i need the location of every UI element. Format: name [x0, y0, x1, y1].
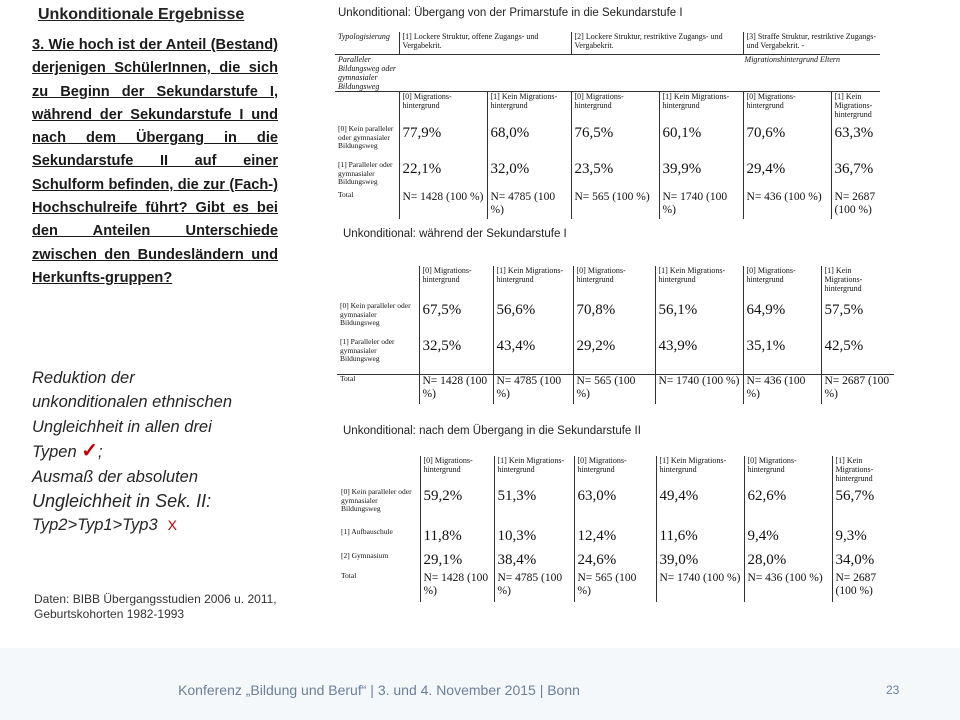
col-header: [0] Migrations-hintergrund [574, 456, 656, 488]
checkmark-icon: ✓ [81, 440, 98, 463]
total-cell: N= 4785 (100 %) [487, 191, 571, 219]
total-cell: N= 1740 (100 %) [659, 191, 743, 219]
total-cell: N= 2687 (100 %) [832, 572, 902, 602]
table-cell: 28,0% [744, 552, 832, 572]
table-cell: 9,3% [832, 528, 902, 552]
row-group-label: Paralleler Bildungsweg oder gymnasialer Bildungsweg [335, 54, 399, 91]
total-cell: N= 565 (100 %) [571, 191, 659, 219]
total-cell: N= 436 (100 %) [744, 572, 832, 602]
conclusion-line: Reduktion der [32, 369, 135, 387]
total-label: Total [338, 191, 354, 199]
table-cell: 11,8% [420, 528, 494, 552]
data-source-note: Daten: BIBB Übergangsstudien 2006 u. 2011, Geburtskohorten 1982-1993 [34, 592, 277, 621]
total-label: Total [337, 374, 419, 404]
table-cell: 70,8% [573, 302, 655, 338]
total-cell: N= 1740 (100 %) [656, 572, 744, 602]
table-cell: 56,1% [655, 302, 743, 338]
total-cell: N= 1428 (100 %) [420, 572, 494, 602]
col-header: [1] Kein Migrations-hintergrund [487, 91, 571, 125]
table1-title: Unkonditional: Übergang von der Primarstufe in die Sekundarstufe I [338, 7, 683, 19]
table-cell: 49,4% [656, 488, 744, 528]
col-header: [1] Kein Migrations-hintergrund [659, 91, 743, 125]
table-cell: 51,3% [494, 488, 574, 528]
typ2-header: [2] Lockere Struktur, restriktive Zugangs- und Vergabekrit. [571, 32, 743, 54]
row-label: [2] Gymnasium [341, 552, 389, 560]
research-question: 3. Wie hoch ist der Anteil (Bestand) derjenigen SchülerInnen, die sich zu Beginn der Sekundarstufe I, während der Sekundarstufe I und nach dem Übergang in die Sekundarstufe II auf einer Schulform befinden, die zur (Fach-) Hochschulreife führt? Gibt es bei den Anteilen Unterschiede zwischen den Bundesländern und Herkunfts-gruppen? [32, 37, 278, 286]
table-during-sek1 [337, 266, 894, 404]
conclusion-line [32, 439, 282, 464]
table-cell: 35,1% [743, 338, 821, 374]
col-header: [0] Migrations-hintergrund [419, 266, 493, 302]
table-cell: 9,4% [744, 528, 832, 552]
col-header: [0] Migrations-hintergrund [399, 91, 487, 125]
table-cell: 24,6% [574, 552, 656, 572]
table-cell: 63,3% [831, 125, 880, 161]
total-cell: N= 436 (100 %) [743, 374, 821, 404]
table-cell: 34,0% [832, 552, 902, 572]
table-cell: 10,3% [494, 528, 574, 552]
cross-icon: X [167, 517, 177, 534]
conclusion-line-tail: ; [97, 443, 103, 462]
typ1-header: [1] Lockere Struktur, offene Zugangs- und Vergabekrit. [399, 32, 571, 54]
table-cell: 42,5% [821, 338, 894, 374]
conclusion-line: Ungleichheit in allen drei [32, 417, 212, 436]
table-cell: 62,6% [744, 488, 832, 528]
table-cell: 68,0% [487, 125, 571, 161]
table-cell: 67,5% [419, 302, 493, 338]
col-header: [1] Kein Migrations-hintergrund [656, 456, 744, 488]
conclusion-line: unkonditionalen ethnischen [32, 393, 232, 412]
table-cell: 29,2% [573, 338, 655, 374]
table-cell: 56,7% [832, 488, 902, 528]
row-label: [0] Kein paralleler oder gymnasialer Bildungsweg [340, 302, 411, 327]
col-header: [1] Kein Migrations-hintergrund [832, 456, 902, 488]
table3-title: Unkonditional: nach dem Übergang in die Sekundarstufe II [343, 425, 641, 437]
col-header: [0] Migrations-hintergrund [573, 266, 655, 302]
table-after-sek2 [338, 456, 902, 602]
table-cell: 64,9% [743, 302, 821, 338]
typology-label: Typologisierung [335, 32, 399, 54]
total-cell: N= 1428 (100 %) [419, 374, 493, 404]
col-header: [0] Migrations-hintergrund [744, 456, 832, 488]
total-label: Total [341, 572, 357, 580]
table-cell: 29,1% [420, 552, 494, 572]
table-cell: 43,4% [493, 338, 573, 374]
col-header: [1] Kein Migrations-hintergrund [821, 266, 894, 302]
table-cell: 60,1% [659, 125, 743, 161]
table-cell: 59,2% [420, 488, 494, 528]
table-cell: 70,6% [743, 125, 831, 161]
total-cell: N= 2687 (100 %) [831, 191, 880, 219]
table-cell: 38,4% [494, 552, 574, 572]
total-cell: N= 4785 (100 %) [493, 374, 573, 404]
table-cell: 23,5% [571, 161, 659, 191]
total-cell: N= 436 (100 %) [743, 191, 831, 219]
row-label: [0] Kein paralleler oder gymnasialer Bildungsweg [341, 488, 412, 513]
row-label: [1] Paralleler oder gymnasialer Bildungsweg [340, 338, 395, 363]
table-cell: 32,0% [487, 161, 571, 191]
total-cell: N= 565 (100 %) [574, 572, 656, 602]
table-cell: 56,6% [493, 302, 573, 338]
slide-title: Unkonditionale Ergebnisse [38, 6, 245, 23]
conclusion-ranking: Typ2>Typ1>Typ3 [32, 516, 158, 535]
conclusion-text [32, 366, 282, 538]
table-transition-primary [335, 32, 880, 219]
col-header: [0] Migrations-hintergrund [571, 91, 659, 125]
table-cell: 22,1% [399, 161, 487, 191]
table-cell: 36,7% [831, 161, 880, 191]
conclusion-line [32, 513, 282, 537]
table-cell: 76,5% [571, 125, 659, 161]
table-cell: 32,5% [419, 338, 493, 374]
table-cell: 77,9% [399, 125, 487, 161]
table-cell: 63,0% [574, 488, 656, 528]
table-cell: 29,4% [743, 161, 831, 191]
typ3-header: [3] Straffe Struktur, restriktive Zugangs- und Vergabekrit. - [743, 32, 880, 54]
col-header: [1] Kein Migrations-hintergrund [494, 456, 574, 488]
table-cell: 39,0% [656, 552, 744, 572]
row-label: [1] Aufbauschule [341, 528, 393, 536]
conclusion-line: Ausmaß der absoluten [32, 467, 199, 486]
page-number: 23 [886, 683, 900, 697]
table-cell: 39,9% [659, 161, 743, 191]
conclusion-line-text: Typen [32, 443, 82, 462]
total-cell: N= 2687 (100 %) [821, 374, 894, 404]
conclusion-line: Ungleichheit in Sek. II: [32, 491, 212, 512]
row-label: [0] Kein paralleler oder gymnasialer Bildungsweg [338, 125, 394, 150]
table2-title: Unkonditional: während der Sekundarstufe I [343, 228, 567, 240]
row-label: [1] Paralleler oder gymnasialer Bildungsweg [338, 161, 393, 186]
table-cell: 12,4% [574, 528, 656, 552]
col-header: [1] Kein Migrations-hintergrund [655, 266, 743, 302]
col-header: [0] Migrations-hintergrund [743, 266, 821, 302]
table-cell: 11,6% [656, 528, 744, 552]
total-cell: N= 565 (100 %) [573, 374, 655, 404]
total-cell: N= 4785 (100 %) [494, 572, 574, 602]
table-cell: 57,5% [821, 302, 894, 338]
col-header: [1] Kein Migrations-hintergrund [831, 91, 880, 125]
total-cell: N= 1740 (100 %) [655, 374, 743, 404]
table-cell: 43,9% [655, 338, 743, 374]
col-group-label: Migrationshintergrund Eltern [399, 54, 880, 91]
total-cell: N= 1428 (100 %) [399, 191, 487, 219]
col-header: [0] Migrations-hintergrund [420, 456, 494, 488]
col-header: [0] Migrations-hintergrund [743, 91, 831, 125]
col-header: [1] Kein Migrations-hintergrund [493, 266, 573, 302]
footer-text: Konferenz „Bildung und Beruf“ | 3. und 4. November 2015 | Bonn [178, 682, 580, 698]
